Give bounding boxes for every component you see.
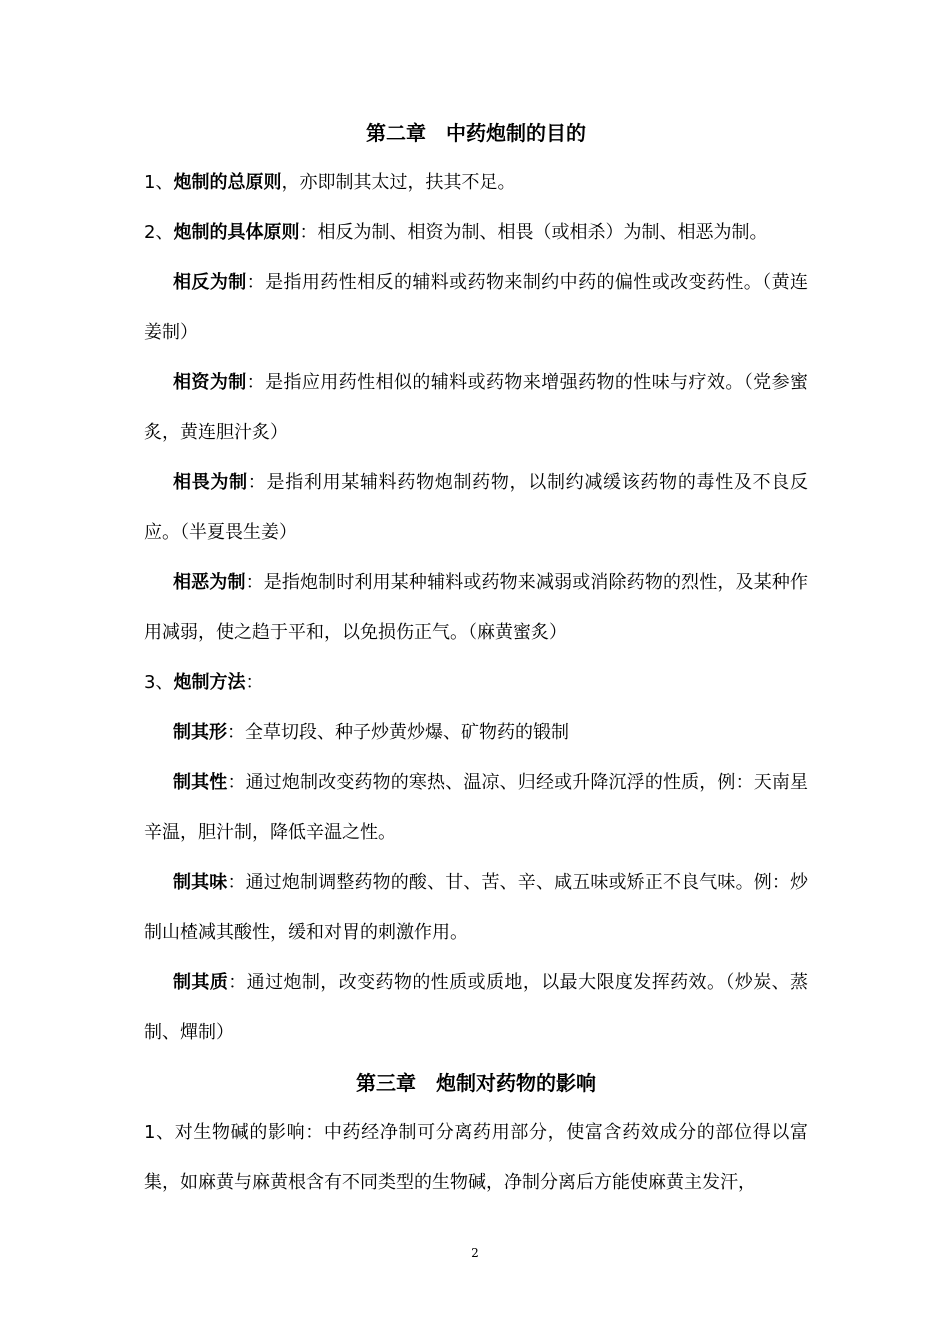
principle-general (144, 158, 808, 208)
item-text: ，亦即制其太过，扶其不足。 (281, 172, 516, 193)
item-number: 3、 (144, 672, 174, 693)
item-text: ： (245, 672, 264, 693)
principle-xiangzi (144, 358, 808, 458)
item-number: 1、 (144, 172, 174, 193)
item-text: ：通过炮制调整药物的酸、甘、苦、辛、咸五味或矫正不良气味。例：炒制山楂减其酸性，缓和对胃的刺激作用。 (144, 872, 809, 943)
item-text: ：通过炮制改变药物的寒热、温凉、归经或升降沉浮的性质，例：天南星辛温，胆汁制，降低辛温之性。 (144, 772, 809, 843)
chapter-2-title: 第二章 中药炮制的目的 (366, 121, 586, 145)
principle-xiangfan (144, 258, 808, 358)
method-quality (144, 958, 808, 1058)
item-text: ：是指炮制时利用某种辅料或药物来减弱或消除药物的烈性，及某种作用减弱，使之趋于平和，以免损伤正气。（麻黄蜜炙） (144, 572, 809, 643)
item-text: ：是指应用药性相似的辅料或药物来增强药物的性味与疗效。（党参蜜炙，黄连胆汁炙） (144, 372, 809, 443)
principle-xiangwu (144, 558, 808, 658)
document-body (144, 108, 808, 1208)
term-label: 相反为制 (173, 272, 247, 293)
method-taste (144, 858, 808, 958)
item-text: ：相反为制、相资为制、相畏（或相杀）为制、相恶为制。 (299, 222, 768, 243)
item-number: 2、 (144, 222, 174, 243)
processing-methods (144, 658, 808, 708)
item-text: ：全草切段、种子炒黄炒爆、矿物药的锻制 (227, 722, 569, 743)
term-label: 炮制的具体原则 (173, 222, 300, 243)
term-label: 制其形 (173, 722, 227, 743)
item-text: ：通过炮制，改变药物的性质或质地，以最大限度发挥药效。（炒炭、蒸制、燀制） (144, 972, 809, 1043)
page-number: 2 (471, 1246, 479, 1260)
item-text: ：是指利用某辅料药物炮制药物，以制约减缓该药物的毒性及不良反应。（半夏畏生姜） (144, 472, 809, 543)
term-label: 炮制方法 (173, 672, 246, 693)
term-label: 制其质 (173, 972, 229, 993)
method-nature (144, 758, 808, 858)
term-label: 相资为制 (173, 372, 247, 393)
principle-xiangwei (144, 458, 808, 558)
principle-specific (144, 208, 808, 258)
chapter-3-title: 第三章 炮制对药物的影响 (356, 1071, 596, 1095)
alkaloid-effect-paragraph: 1、对生物碱的影响：中药经净制可分离药用部分，使富含药效成分的部位得以富集，如麻黄与麻黄根含有不同类型的生物碱，净制分离后方能使麻黄主发汗， (144, 1122, 808, 1193)
method-form (144, 708, 808, 758)
term-label: 制其味 (173, 872, 228, 893)
term-label: 制其性 (173, 772, 228, 793)
term-label: 相畏为制 (173, 472, 248, 493)
term-label: 炮制的总原则 (173, 172, 282, 193)
term-label: 相恶为制 (173, 572, 246, 593)
item-text: ：是指用药性相反的辅料或药物来制约中药的偏性或改变药性。（黄连姜制） (144, 272, 809, 343)
